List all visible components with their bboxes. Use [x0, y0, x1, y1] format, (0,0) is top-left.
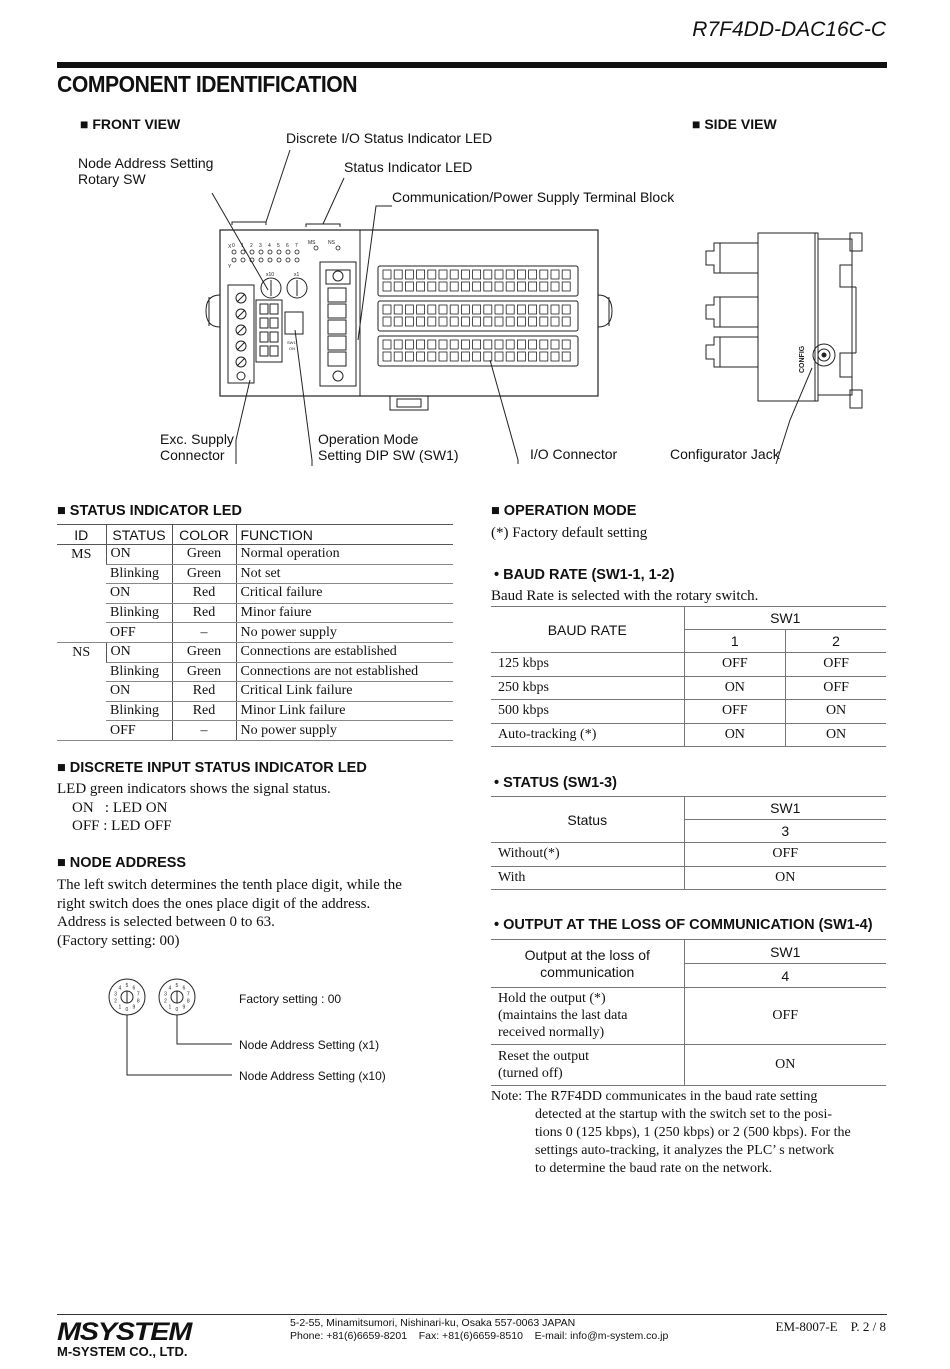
connector-pin [428, 270, 436, 279]
side-view-drawing [680, 225, 880, 420]
col-status: STATUS [106, 525, 172, 545]
dial-number: 3 [164, 991, 167, 998]
baud-row [491, 700, 886, 724]
connector-pin [473, 317, 481, 326]
factory-setting-label: Factory setting : 00 [239, 992, 342, 1006]
connector-pin [506, 305, 514, 314]
status-led-table [57, 524, 453, 741]
led-number: 6 [286, 243, 289, 249]
callout-status-led: Status Indicator LED [344, 159, 473, 175]
status-led-heading: ■ STATUS INDICATOR LED [57, 503, 242, 519]
baud-cell-label: Auto-tracking (*) [491, 723, 684, 747]
color-value: Red [172, 603, 236, 623]
note-line-4: to determine the baud rate on the network. [535, 1161, 773, 1176]
hold-l1: Hold the output (*) [498, 991, 606, 1006]
dial-number: 5 [175, 983, 179, 989]
connector-pin [461, 317, 469, 326]
side-view-label: ■ SIDE VIEW [692, 116, 777, 132]
connector-pin [417, 317, 425, 326]
status-value: Blinking [106, 603, 172, 623]
connector-pin [394, 317, 402, 326]
connector-pin [551, 270, 559, 279]
baud-col-label: BAUD RATE [491, 607, 684, 653]
model-number: R7F4DD-DAC16C-C [692, 18, 886, 41]
callout-op-mode-line2: Setting DIP SW (SW1) [318, 447, 459, 463]
connector-pin [529, 340, 537, 349]
connector-pin [540, 270, 548, 279]
connector-pin [562, 305, 570, 314]
led-number: 4 [268, 243, 271, 249]
connector-pin [450, 305, 458, 314]
status-row [57, 564, 453, 584]
connector-pin [506, 317, 514, 326]
status-col-label: Status [491, 797, 684, 843]
node-line3: Address is selected between 0 to 63. [57, 914, 275, 930]
hold-l3: received normally) [498, 1025, 605, 1040]
callout-discrete-led: Discrete I/O Status Indicator LED [286, 130, 493, 146]
connector-pin [439, 340, 447, 349]
baud-table [491, 606, 886, 747]
output-heading: • OUTPUT AT THE LOSS OF COMMUNICATION (SW1-4) [494, 917, 873, 933]
output-row-hold [491, 988, 886, 1045]
connector-pin [517, 317, 525, 326]
color-value: – [172, 623, 236, 643]
dial-number: 7 [186, 991, 190, 998]
baud-cell-v1: ON [684, 676, 786, 700]
dial-number: 4 [118, 985, 122, 992]
color-value: Red [172, 701, 236, 721]
status-sw-row [491, 843, 886, 867]
led-number: 7 [295, 243, 298, 249]
output-row-reset [491, 1045, 886, 1086]
function-value: Normal operation [236, 545, 453, 565]
color-value: Green [172, 545, 236, 565]
status-sub-col: 3 [684, 820, 886, 843]
dial-number: 7 [136, 991, 140, 998]
status-sw-label: SW1 [684, 797, 886, 820]
mark-x: X [228, 244, 232, 250]
status-table-header [57, 525, 453, 545]
connector-pin [405, 317, 413, 326]
connector-pin [383, 352, 391, 361]
status-row [57, 623, 453, 643]
note-line-3: settings auto-tracking, it analyzes the PLC’ s network [535, 1143, 835, 1158]
connector-pin [562, 270, 570, 279]
node-address-heading-text: NODE ADDRESS [69, 855, 187, 871]
discrete-line1: LED green indicators shows the signal status. [57, 781, 331, 797]
function-value: Critical failure [236, 584, 453, 604]
callout-comm-terminal: Communication/Power Supply Terminal Block [392, 189, 675, 205]
dial-number: 5 [125, 983, 129, 989]
connector-pin [461, 305, 469, 314]
connector-pin [540, 305, 548, 314]
baud-cell-v2: OFF [786, 676, 886, 700]
connector-pin [495, 340, 503, 349]
connector-pin [484, 340, 492, 349]
status-id: MS [57, 545, 106, 643]
node-address-text [57, 876, 402, 950]
company-address [290, 1317, 668, 1343]
status-row [57, 721, 453, 741]
baud-cell-label: 250 kbps [491, 676, 684, 700]
address-line: 5-2-55, Minamitsumori, Nishinari-ku, Osaka 557-0063 JAPAN [290, 1317, 576, 1329]
connector-pin [394, 352, 402, 361]
color-value: Green [172, 662, 236, 682]
baud-heading: • BAUD RATE (SW1-1, 1-2) [494, 567, 675, 583]
baud-sw-label: SW1 [684, 607, 886, 630]
status-sw-heading: • STATUS (SW1-3) [494, 775, 617, 791]
function-value: Not set [236, 564, 453, 584]
status-row [57, 545, 453, 565]
dial-number: 2 [164, 998, 167, 1005]
connector-pin [394, 270, 402, 279]
baud-cell-v2: OFF [786, 653, 886, 677]
baud-sub-1: 1 [684, 630, 786, 653]
callout-exc-supply-line1: Exc. Supply [160, 431, 234, 447]
connector-pin [439, 270, 447, 279]
connector-pin [484, 317, 492, 326]
dial-number: 1 [168, 1004, 172, 1011]
connector-pin [428, 305, 436, 314]
baud-desc: Baud Rate is selected with the rotary switch. [491, 588, 759, 604]
status-value: ON [106, 584, 172, 604]
output-row-reset-label [491, 1045, 684, 1086]
connector-pin [473, 270, 481, 279]
dial-number: 8 [186, 998, 190, 1005]
connector-pin [495, 317, 503, 326]
callout-exc-supply-line2: Connector [160, 447, 225, 463]
connector-pin [517, 340, 525, 349]
connector-pin [517, 352, 525, 361]
connector-pin [383, 340, 391, 349]
connector-pin [428, 282, 436, 291]
mark-sw1: SW1 [287, 340, 296, 345]
baud-cell-label: 125 kbps [491, 653, 684, 677]
connector-pin [495, 352, 503, 361]
connector-pin [439, 352, 447, 361]
connector-pin [529, 317, 537, 326]
connector-pin [495, 305, 503, 314]
x1-label: Node Address Setting (x1) [239, 1038, 380, 1052]
connector-pin [450, 317, 458, 326]
output-col-label [491, 940, 684, 988]
connector-pin [417, 305, 425, 314]
connector-pin [450, 352, 458, 361]
status-row [57, 584, 453, 604]
connector-pin [529, 352, 537, 361]
dial-number: 6 [132, 985, 136, 992]
dial-number: 1 [118, 1004, 122, 1011]
connector-pin [540, 340, 548, 349]
baud-cell-v2: ON [786, 700, 886, 724]
connector-pin [405, 305, 413, 314]
dial-number: 9 [182, 1004, 186, 1011]
connector-pin [439, 282, 447, 291]
op-mode-heading-text: OPERATION MODE [503, 503, 637, 519]
connector-pin [562, 340, 570, 349]
dial-number: 2 [114, 998, 117, 1005]
discrete-line3: OFF : LED OFF [72, 818, 172, 834]
function-value: Connections are not established [236, 662, 453, 682]
discrete-input-heading: ■ DISCRETE INPUT STATUS INDICATOR LED [57, 760, 367, 776]
discrete-input-text [57, 780, 331, 836]
discrete-line2: ON : LED ON [72, 799, 168, 816]
output-sub-col: 4 [684, 964, 886, 988]
op-mode-footnote [491, 1088, 851, 1178]
page-title: COMPONENT IDENTIFICATION [57, 71, 358, 97]
connector-pin [506, 270, 514, 279]
status-sw-cell-label: Without(*) [491, 843, 684, 867]
baud-sub-2: 2 [786, 630, 886, 653]
node-line1: The left switch determines the tenth place digit, while the [57, 877, 402, 893]
baud-cell-v1: ON [684, 723, 786, 747]
col-id: ID [57, 525, 106, 545]
connector-pin [506, 282, 514, 291]
connector-pin [394, 340, 402, 349]
output-row-hold-label [491, 988, 684, 1045]
mark-y: Y [228, 264, 232, 270]
callout-config-jack: Configurator Jack [670, 446, 780, 462]
status-value: OFF [106, 721, 172, 741]
connector-pin [428, 340, 436, 349]
dial-number: 8 [136, 998, 140, 1005]
footer-rule [57, 1314, 887, 1315]
color-value: Green [172, 564, 236, 584]
connector-pin [461, 270, 469, 279]
rotary-switch-diagram [100, 970, 240, 1082]
color-value: Green [172, 642, 236, 662]
dial-number: 0 [175, 1007, 179, 1013]
status-sw-cell-v: ON [684, 866, 886, 890]
node-address-heading: ■ NODE ADDRESS [57, 855, 187, 871]
dial-number: 3 [114, 991, 117, 998]
mark-x1: x1 [294, 272, 300, 278]
color-value: Red [172, 584, 236, 604]
connector-pin [417, 270, 425, 279]
connector-pin [394, 282, 402, 291]
status-value: ON [106, 545, 172, 565]
connector-pin [562, 317, 570, 326]
status-sw-cell-v: OFF [684, 843, 886, 867]
discrete-input-heading-text: DISCRETE INPUT STATUS INDICATOR LED [69, 760, 367, 776]
connector-pin [551, 282, 559, 291]
function-value: No power supply [236, 623, 453, 643]
connector-pin [506, 340, 514, 349]
function-value: Minor faiure [236, 603, 453, 623]
led-number: 0 [232, 243, 235, 249]
connector-pin [517, 282, 525, 291]
connector-pin [562, 282, 570, 291]
output-row-reset-value: ON [684, 1045, 886, 1086]
status-row [57, 603, 453, 623]
status-value: Blinking [106, 662, 172, 682]
connector-pin [417, 340, 425, 349]
output-row-hold-value: OFF [684, 988, 886, 1045]
connector-pin [540, 352, 548, 361]
dial-number: 4 [168, 985, 172, 992]
led-number: 2 [250, 243, 253, 249]
contact-line: Phone: +81(6)6659-8201 Fax: +81(6)6659-8510 E-mail: info@m-system.co.jp [290, 1330, 669, 1342]
connector-pin [405, 282, 413, 291]
connector-pin [405, 270, 413, 279]
status-value: ON [106, 642, 172, 662]
connector-pin [383, 305, 391, 314]
reset-l1: Reset the output [498, 1049, 589, 1064]
output-col-label-2: communication [540, 963, 635, 980]
note-line-0: Note: The R7F4DD communicates in the baud rate setting [491, 1089, 818, 1104]
dial-number: 9 [132, 1004, 136, 1011]
connector-pin [484, 305, 492, 314]
note-line-2: tions 0 (125 kbps), 1 (250 kbps) or 2 (500 kbps). For the [535, 1125, 851, 1140]
led-number: 1 [241, 243, 244, 249]
status-value: Blinking [106, 701, 172, 721]
connector-pin [551, 305, 559, 314]
connector-pin [405, 352, 413, 361]
connector-pin [383, 282, 391, 291]
status-sw-table [491, 796, 886, 890]
connector-pin [495, 282, 503, 291]
mark-ns: NS [328, 240, 335, 246]
baud-row [491, 723, 886, 747]
led-number: 5 [277, 243, 280, 249]
status-led-heading-text: STATUS INDICATOR LED [69, 503, 242, 519]
connector-pin [529, 270, 537, 279]
connector-pin [551, 340, 559, 349]
reset-l2: (turned off) [498, 1066, 563, 1081]
note-line-1: detected at the startup with the switch set to the posi- [535, 1107, 833, 1122]
mark-x10: x10 [266, 272, 275, 278]
connector-pin [405, 340, 413, 349]
callout-node-rotary-line1: Node Address Setting [78, 155, 214, 171]
baud-row [491, 653, 886, 677]
connector-pin [450, 270, 458, 279]
status-sw-cell-label: With [491, 866, 684, 890]
connector-pin [417, 282, 425, 291]
connector-pin [517, 305, 525, 314]
status-value: OFF [106, 623, 172, 643]
baud-row [491, 676, 886, 700]
connector-pin [517, 270, 525, 279]
mark-config: CONFIG [799, 345, 806, 373]
color-value: Red [172, 682, 236, 702]
status-value: ON [106, 682, 172, 702]
status-row [57, 701, 453, 721]
function-value: Connections are established [236, 642, 453, 662]
connector-pin [529, 305, 537, 314]
connector-pin [484, 270, 492, 279]
node-line4: (Factory setting: 00) [57, 932, 180, 949]
connector-pin [540, 282, 548, 291]
connector-pin [484, 282, 492, 291]
baud-cell-label: 500 kbps [491, 700, 684, 724]
connector-pin [439, 317, 447, 326]
callout-io-connector: I/O Connector [530, 446, 618, 462]
connector-pin [551, 317, 559, 326]
op-mode-note: (*) Factory default setting [491, 525, 648, 541]
led-number: 3 [259, 243, 262, 249]
connector-pin [473, 305, 481, 314]
color-value: – [172, 721, 236, 741]
company-name: M-SYSTEM CO., LTD. [57, 1344, 188, 1359]
connector-pin [484, 352, 492, 361]
mark-on: ON [289, 346, 295, 351]
connector-pin [529, 282, 537, 291]
connector-pin [428, 317, 436, 326]
output-table [491, 939, 886, 1086]
connector-pin [473, 340, 481, 349]
connector-pin [383, 270, 391, 279]
baud-cell-v1: OFF [684, 653, 786, 677]
mark-ms: MS [308, 240, 316, 246]
status-sw-row [491, 866, 886, 890]
connector-pin [540, 317, 548, 326]
node-line2: right switch does the ones place digit of the address. [57, 895, 371, 912]
connector-pin [473, 352, 481, 361]
x10-label: Node Address Setting (x10) [239, 1069, 386, 1083]
connector-pin [495, 270, 503, 279]
status-row [57, 642, 453, 662]
connector-pin [417, 352, 425, 361]
status-row [57, 682, 453, 702]
connector-pin [461, 282, 469, 291]
company-logo: MSYSTEM [57, 1318, 192, 1346]
status-value: Blinking [106, 564, 172, 584]
baud-cell-v1: OFF [684, 700, 786, 724]
connector-pin [551, 352, 559, 361]
col-color: COLOR [172, 525, 236, 545]
connector-pin [439, 305, 447, 314]
function-value: No power supply [236, 721, 453, 741]
connector-pin [383, 317, 391, 326]
status-row [57, 662, 453, 682]
status-id: NS [57, 642, 106, 740]
connector-pin [506, 352, 514, 361]
connector-pin [450, 282, 458, 291]
function-value: Critical Link failure [236, 682, 453, 702]
dial-number: 6 [182, 985, 186, 992]
callout-node-rotary-line2: Rotary SW [78, 171, 146, 187]
connector-pin [450, 340, 458, 349]
connector-pin [461, 340, 469, 349]
baud-cell-v2: ON [786, 723, 886, 747]
output-col-label-1: Output at the loss of [524, 946, 650, 963]
connector-pin [473, 282, 481, 291]
document-number: EM-8007-E P. 2 / 8 [775, 1319, 886, 1334]
connector-pin [428, 352, 436, 361]
output-sw-label: SW1 [684, 940, 886, 964]
callout-op-mode-line1: Operation Mode [318, 431, 419, 447]
connector-pin [461, 352, 469, 361]
hold-l2: (maintains the last data [498, 1008, 628, 1023]
op-mode-heading: ■ OPERATION MODE [491, 503, 637, 519]
connector-pin [394, 305, 402, 314]
dial-number: 0 [125, 1007, 129, 1013]
col-function: FUNCTION [236, 525, 453, 545]
connector-pin [562, 352, 570, 361]
front-view-label: ■ FRONT VIEW [80, 116, 181, 132]
function-value: Minor Link failure [236, 701, 453, 721]
